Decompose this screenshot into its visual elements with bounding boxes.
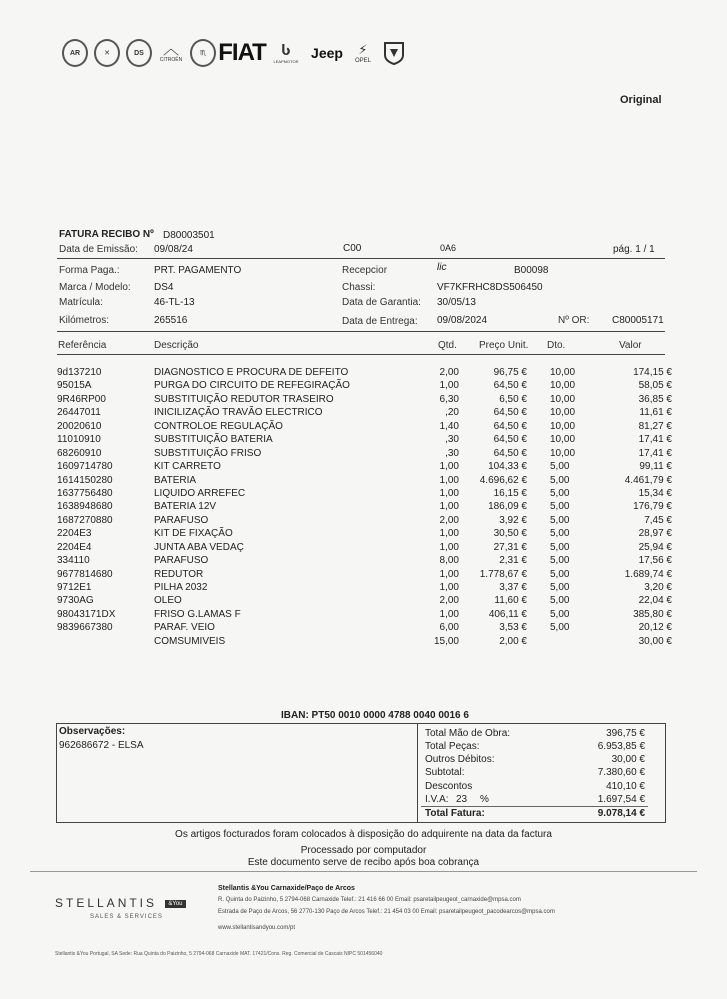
payment-form-value: PRT. PAGAMENTO: [154, 265, 242, 276]
item-value: 17,56 €: [638, 555, 672, 567]
item-unit-price: 186,09 €: [488, 501, 527, 513]
or-number-value: C80005171: [612, 315, 664, 326]
item-discount: 10,00: [550, 420, 576, 432]
item-quantity: ,20: [445, 407, 459, 419]
item-unit-price: 2,00 €: [499, 635, 527, 647]
subtotal-label: Subtotal:: [425, 767, 465, 778]
total-parts-label: Total Peças:: [425, 741, 480, 752]
item-quantity: 1,00: [439, 380, 459, 392]
item-reference: 98043171DX: [57, 608, 116, 620]
plate-label: Matrícula:: [59, 297, 103, 308]
legal-text: Stellantis &You Portugal, SA Sede: Rua Quinta do Paizinho, 5 2794-068 Carnaxide MAT. 17421/Cons. Reg. Comercial de Cascais NIPC 501456040: [55, 951, 383, 957]
opel-logo-icon: ⚡ OPEL: [354, 42, 371, 64]
item-value: 174,15 €: [633, 367, 672, 378]
item-reference: 11010910: [57, 434, 101, 446]
item-reference: 9839667380: [57, 622, 113, 634]
opel-logo-text: OPEL: [354, 58, 371, 64]
item-value: 11,61 €: [639, 407, 672, 419]
item-quantity: 1,00: [439, 461, 459, 473]
item-reference: 9677814680: [57, 568, 113, 580]
item-description: REDUTOR: [154, 568, 204, 580]
items-table: [0, 367, 727, 649]
model-label: Marca / Modelo:: [59, 282, 131, 293]
item-discount: 5,00: [550, 501, 570, 513]
observations-value: 962686672 - ELSA: [59, 740, 144, 751]
dealer-address-1: R. Quinta do Paizinho, 5 2794-068 Carnaxide Telef.: 21 416 66 00 Email: psaretailpeugeot_carnaxide@mpsa.com: [218, 897, 521, 903]
item-unit-price: 64,50 €: [493, 420, 527, 432]
item-reference: 9730AG: [57, 595, 94, 607]
col-header-value: Valor: [619, 340, 642, 351]
table-row: [0, 434, 727, 447]
note-processed: Processado por computador: [300, 845, 427, 856]
col-header-qty: Qtd.: [438, 340, 457, 351]
item-quantity: ,30: [445, 447, 459, 459]
item-quantity: 6,00: [439, 622, 459, 634]
stellantis-logo-badge: &You: [165, 900, 185, 908]
item-reference: 95015A: [57, 380, 92, 392]
citroen-logo-text: CITROËN: [159, 57, 183, 63]
jeep-logo: Jeep: [311, 45, 343, 61]
receptionist-code: B00098: [514, 265, 549, 276]
vat-value: 1.697,54 €: [597, 794, 645, 805]
receptionist-value: lic: [437, 262, 447, 273]
item-reference: 9R46RP00: [57, 393, 106, 405]
invoice-number: D80003501: [163, 230, 215, 241]
item-reference: 1687270880: [57, 514, 113, 526]
footer-divider: [30, 871, 697, 872]
summary-bottom-border: [56, 822, 666, 823]
item-unit-price: 4.696,62 €: [479, 474, 527, 486]
invoice-title: FATURA RECIBO Nº: [59, 229, 154, 240]
km-value: 265516: [154, 315, 188, 326]
item-discount: 5,00: [550, 528, 570, 540]
summary-middle-border: [417, 723, 418, 823]
item-unit-price: 64,50 €: [493, 407, 527, 419]
item-unit-price: 3,92 €: [499, 514, 527, 526]
vat-rate: 23: [456, 794, 468, 805]
item-quantity: 2,00: [439, 367, 459, 378]
item-discount: 5,00: [550, 487, 570, 499]
item-discount: 5,00: [550, 568, 570, 580]
other-debits-value: 30,00 €: [611, 754, 645, 765]
delivery-date-value: 09/08/2024: [437, 315, 488, 326]
item-unit-price: 30,50 €: [493, 528, 527, 540]
item-unit-price: 11,60 €: [494, 595, 527, 607]
table-row: [0, 501, 727, 514]
item-value: 58,05 €: [638, 380, 672, 392]
alfa-romeo-logo-icon: AR: [62, 39, 88, 67]
table-row: [0, 582, 727, 595]
abarth-logo-icon: ✕: [94, 39, 120, 67]
item-quantity: 6,30: [439, 393, 459, 405]
issue-date-label: Data de Emissão:: [59, 244, 138, 255]
item-discount: 10,00: [550, 447, 576, 459]
item-unit-price: 104,33 €: [488, 461, 527, 473]
item-unit-price: 6,50 €: [499, 393, 527, 405]
details-divider: [57, 331, 665, 332]
table-row: [0, 421, 727, 434]
item-description: LIQUIDO ARREFEC: [154, 487, 246, 499]
item-description: DIAGNOSTICO E PROCURA DE DEFEITO: [154, 367, 349, 378]
item-description: SUBSTITUIÇÃO BATERIA: [154, 434, 273, 446]
item-value: 28,97 €: [638, 528, 672, 540]
item-description: PILHA 2032: [154, 582, 208, 593]
model-value: DS4: [154, 282, 174, 293]
item-unit-price: 64,50 €: [493, 447, 527, 459]
header-divider: [57, 258, 665, 259]
delivery-date-label: Data de Entrega:: [342, 316, 418, 327]
item-value: 17,41 €: [638, 447, 672, 459]
item-reference: 1637756480: [57, 487, 113, 499]
item-unit-price: 16,15 €: [493, 487, 527, 499]
item-reference: 20020610: [57, 420, 102, 432]
item-value: 25,94 €: [638, 541, 672, 553]
invoice-total-label: Total Fatura:: [425, 808, 485, 819]
note-articles: Os artigos focturados foram colocados à disposição do adquirente na data da factura: [175, 829, 552, 840]
vat-percent-sign: %: [480, 794, 489, 805]
item-value: 3,20 €: [644, 582, 672, 593]
item-reference: 334110: [57, 555, 90, 567]
table-row: [0, 394, 727, 407]
item-discount: 5,00: [550, 541, 570, 553]
col-header-reference: Referência: [58, 340, 107, 351]
table-row: [0, 569, 727, 582]
item-unit-price: 3,37 €: [499, 582, 527, 593]
total-parts-value: 6.953,85 €: [597, 741, 645, 752]
table-row: [0, 367, 727, 380]
table-row: [0, 542, 727, 555]
item-discount: 5,00: [550, 555, 570, 567]
discounts-row: [425, 781, 645, 794]
summary-top-border: [56, 723, 666, 724]
table-row: [0, 380, 727, 393]
abarth-scorpion-logo-icon: ♏: [190, 39, 216, 67]
item-reference: 68260910: [57, 447, 102, 459]
item-discount: 5,00: [550, 608, 570, 620]
dealer-website: www.stellantisandyou.com/pt: [218, 925, 296, 931]
item-description: PARAFUSO: [154, 514, 209, 526]
total-labor-value: 396,75 €: [606, 728, 645, 739]
item-value: 7,45 €: [644, 514, 672, 526]
item-value: 176,79 €: [633, 501, 672, 513]
item-description: BATERIA: [154, 474, 197, 486]
subtotal-value: 7.380,60 €: [597, 767, 645, 778]
item-reference: 9712E1: [57, 582, 92, 593]
item-reference: 1638948680: [57, 501, 113, 513]
col-header-unit-price: Preço Unit.: [479, 340, 529, 351]
table-row: [0, 622, 727, 635]
item-reference: 1609714780: [57, 461, 113, 473]
document-copy-type: Original: [620, 94, 662, 106]
item-description: COMSUMIVEIS: [154, 635, 226, 647]
chassis-value: VF7KFRHC8DS506450: [437, 282, 543, 293]
warranty-date-value: 30/05/13: [437, 297, 476, 308]
item-quantity: 2,00: [439, 514, 459, 526]
item-description: JUNTA ABA VEDAÇ: [154, 541, 244, 553]
payment-form-label: Forma Paga.:: [59, 265, 120, 276]
item-unit-price: 1.778,67 €: [479, 568, 527, 580]
item-unit-price: 64,50 €: [493, 434, 527, 446]
item-quantity: 8,00: [439, 555, 459, 567]
item-description: SUBSTITUIÇÃO FRISO: [154, 447, 262, 459]
item-discount: 10,00: [550, 434, 576, 446]
brand-logos: [62, 38, 406, 68]
page-number: pág. 1 / 1: [613, 244, 655, 255]
fiat-logo: FIAT: [218, 39, 266, 66]
plate-value: 46-TL-13: [154, 297, 195, 308]
sales-services-text: SALES & SERVICES: [90, 914, 163, 920]
item-value: 1.689,74 €: [624, 568, 672, 580]
discounts-value: 410,10 €: [606, 781, 645, 792]
item-description: PARAFUSO: [154, 555, 209, 567]
table-header-divider: [57, 354, 665, 355]
observations-label: Observações:: [59, 726, 126, 737]
note-receipt: Este documento serve de recibo após boa cobrança: [247, 857, 480, 868]
item-discount: 10,00: [550, 380, 576, 392]
table-row: [0, 461, 727, 474]
table-row: [0, 475, 727, 488]
item-quantity: 1,00: [439, 474, 459, 486]
table-row: [0, 448, 727, 461]
item-quantity: 1,00: [439, 541, 459, 553]
peugeot-logo-icon: [382, 39, 406, 67]
vat-label: I.V.A:: [425, 794, 449, 805]
stellantis-logo: [55, 896, 186, 910]
leapmotor-logo-text: LEAPMOTOR: [273, 59, 299, 64]
item-reference: 9d137210: [57, 367, 102, 378]
total-divider: [421, 806, 648, 807]
km-label: Kilómetros:: [59, 315, 110, 326]
summary-left-border: [56, 723, 57, 823]
item-description: PURGA DO CIRCUITO DE REFEGIRAÇÃO: [154, 380, 350, 392]
item-quantity: 1,40: [439, 420, 459, 432]
item-unit-price: 96,75 €: [493, 367, 527, 378]
item-value: 20,12 €: [638, 622, 672, 634]
item-discount: 10,00: [550, 407, 576, 419]
item-description: KIT CARRETO: [154, 461, 221, 473]
item-discount: 5,00: [550, 461, 570, 473]
or-number-label: Nº OR:: [558, 315, 590, 326]
other-debits-row: [425, 754, 645, 767]
item-discount: 5,00: [550, 514, 570, 526]
header-code-1: C00: [343, 243, 362, 254]
item-quantity: 1,00: [439, 608, 459, 620]
item-reference: 2204E4: [57, 541, 92, 553]
total-labor-label: Total Mão de Obra:: [425, 728, 511, 739]
item-quantity: 15,00: [433, 635, 459, 647]
table-row: [0, 595, 727, 608]
table-row: [0, 528, 727, 541]
item-unit-price: 64,50 €: [493, 380, 527, 392]
item-value: 385,80 €: [633, 608, 672, 620]
table-row: [0, 515, 727, 528]
item-quantity: 1,00: [439, 582, 459, 593]
warranty-date-label: Data de Garantia:: [342, 297, 421, 308]
item-unit-price: 2,31 €: [499, 555, 527, 567]
iban: IBAN: PT50 0010 0000 4788 0040 0016 6: [281, 710, 469, 721]
issue-date-value: 09/08/24: [154, 244, 193, 255]
item-value: 15,34 €: [638, 487, 672, 499]
stellantis-logo-text: STELLANTIS: [55, 896, 158, 910]
lancia-logo-icon: Ⴑ LEAPMOTOR: [273, 42, 299, 64]
item-description: PARAF. VEIO: [154, 622, 215, 634]
item-description: FRISO G.LAMAS F: [154, 608, 241, 620]
item-value: 99,11 €: [639, 461, 672, 473]
ds-logo-icon: DS: [126, 39, 152, 67]
item-discount: 5,00: [550, 474, 570, 486]
item-value: 4.461,79 €: [624, 474, 672, 486]
item-unit-price: 406,11 €: [488, 608, 527, 620]
table-row: [0, 636, 727, 649]
item-quantity: 1,00: [439, 501, 459, 513]
item-description: CONTROLOE REGULAÇÃO: [154, 420, 283, 432]
item-discount: 10,00: [550, 393, 576, 405]
item-unit-price: 3,53 €: [499, 622, 527, 634]
other-debits-label: Outros Débitos:: [425, 754, 495, 765]
table-row: [0, 609, 727, 622]
item-description: BATERIA 12V: [154, 501, 217, 513]
item-quantity: ,30: [445, 434, 459, 446]
table-row: [0, 555, 727, 568]
dealer-name: Stellantis &You Carnaxide/Paço de Arcos: [218, 885, 355, 892]
dealer-address-2: Estrada de Paço de Arcos, 56 2770-130 Paço de Arcos Telef.: 21 454 03 00 Email: psaretailpeugeot_pacodearcos@mpsa.com: [218, 909, 555, 915]
item-discount: 5,00: [550, 595, 570, 607]
item-unit-price: 27,31 €: [493, 541, 527, 553]
item-description: OLEO: [154, 595, 182, 607]
item-discount: 10,00: [550, 367, 576, 378]
chassis-label: Chassi:: [342, 282, 376, 293]
item-description: INICILIZAÇÃO TRAVÃO ELECTRICO: [154, 407, 323, 419]
total-labor-row: [425, 728, 645, 741]
item-quantity: 1,00: [439, 528, 459, 540]
item-value: 81,27 €: [638, 420, 672, 432]
item-value: 17,41 €: [638, 434, 672, 446]
citroen-logo-icon: ︿ CITROËN: [159, 41, 183, 63]
header-code-2: 0A6: [440, 243, 457, 253]
table-row: [0, 488, 727, 501]
discounts-label: Descontos: [425, 781, 473, 792]
item-quantity: 1,00: [439, 568, 459, 580]
table-row: [0, 407, 727, 420]
subtotal-row: [425, 767, 645, 780]
invoice-total-row: [425, 808, 645, 821]
item-quantity: 2,00: [439, 595, 459, 607]
item-value: 36,85 €: [638, 393, 672, 405]
item-description: KIT DE FIXAÇÃO: [154, 528, 233, 540]
summary-right-border: [665, 723, 666, 823]
item-value: 30,00 €: [638, 635, 672, 647]
item-reference: 1614150280: [57, 474, 113, 486]
item-value: 22,04 €: [638, 595, 672, 607]
col-header-discount: Dto.: [547, 340, 566, 351]
item-reference: 2204E3: [57, 528, 92, 540]
item-reference: 26447011: [57, 407, 101, 419]
col-header-description: Descrição: [154, 340, 199, 351]
item-quantity: 1,00: [439, 487, 459, 499]
total-parts-row: [425, 741, 645, 754]
item-discount: 5,00: [550, 582, 570, 593]
invoice-total-value: 9.078,14 €: [597, 808, 645, 819]
receptionist-label: Recepcior: [342, 265, 388, 276]
item-discount: 5,00: [550, 622, 570, 634]
item-description: SUBSTITUIÇÃO REDUTOR TRASEIRO: [154, 393, 334, 405]
